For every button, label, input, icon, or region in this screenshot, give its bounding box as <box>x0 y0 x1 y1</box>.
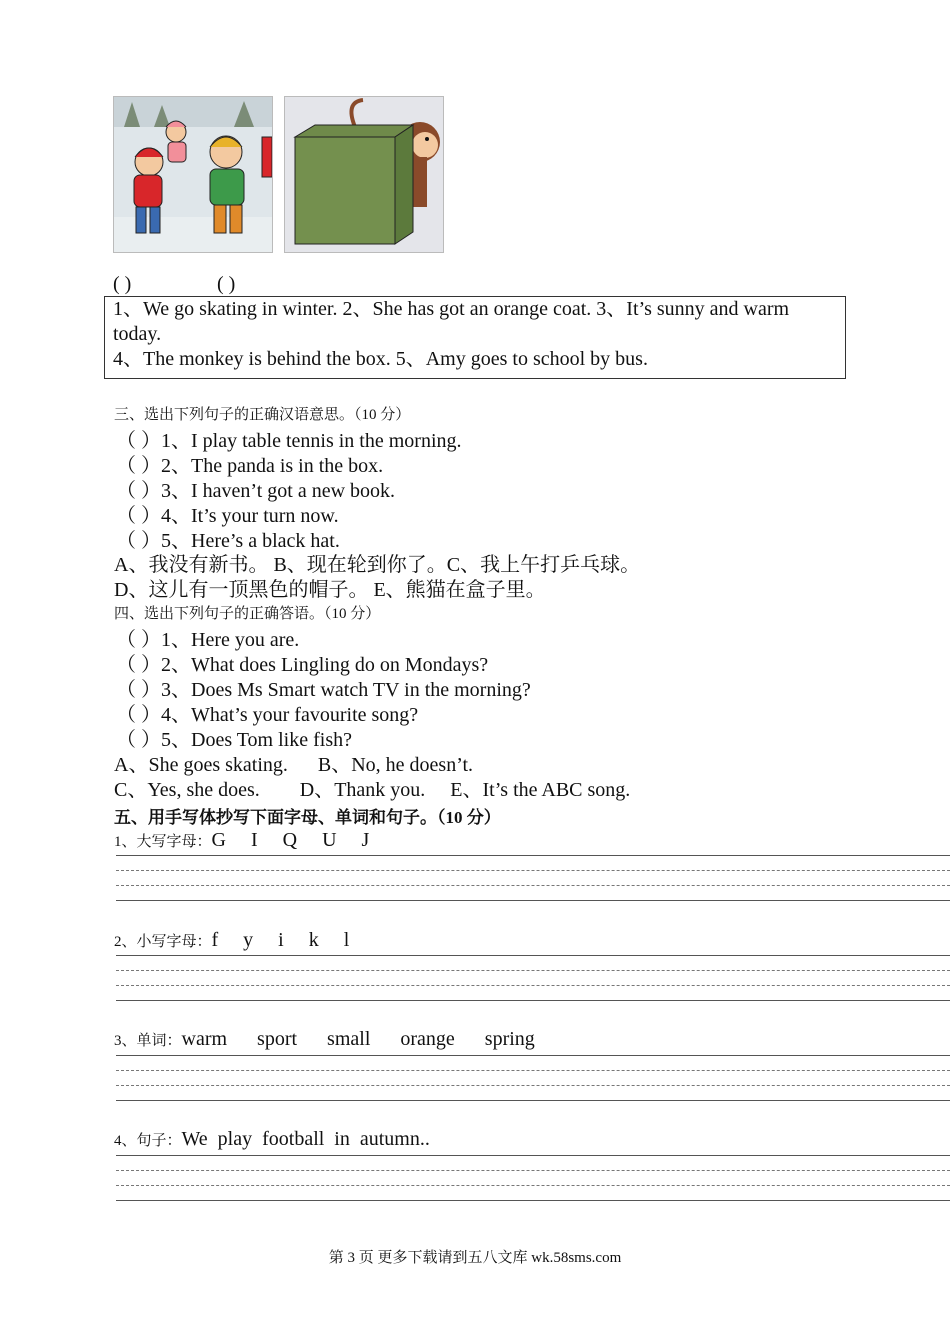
writing-line <box>116 1100 950 1101</box>
copy-q4 <box>114 1127 430 1152</box>
copy-q4-label: 4、句子： <box>114 1133 182 1149</box>
copy-q1 <box>114 828 369 853</box>
writing-line <box>116 1000 950 1001</box>
writing-line <box>116 1200 950 1201</box>
section-5-title: 五、用手写体抄写下面字母、单词和句子。（10 分） <box>114 808 501 827</box>
picture-1-answer-blank[interactable]: ( ) <box>113 273 132 295</box>
writing-line <box>116 1070 950 1071</box>
section-3-item: （ ）2、The panda is in the box. <box>116 455 384 477</box>
writing-line <box>116 970 950 971</box>
copy-q2 <box>114 928 349 953</box>
writing-line <box>116 1155 950 1156</box>
page-footer: 第 3 页 更多下载请到五八文库 wk.58sms.com <box>328 1250 622 1266</box>
copy-q2-label: 2、小写字母： <box>114 934 212 950</box>
writing-line <box>116 955 950 956</box>
writing-line <box>116 885 950 886</box>
section-4-title: 四、选出下列句子的正确答语。（10 分） <box>114 606 381 622</box>
section-3-options-1: A、我没有新书。 B、现在轮到你了。C、我上午打乒乓球。 <box>114 554 641 576</box>
writing-line <box>116 900 950 901</box>
copy-q1-content: G I Q U J <box>211 829 370 851</box>
section-4-item: （ ）1、Here you are. <box>116 629 300 651</box>
section-3-item: （ ）3、I haven’t got a new book. <box>116 480 396 502</box>
writing-line <box>116 1185 950 1186</box>
monkey-box-picture <box>284 96 444 253</box>
section-4-options-1: A、She goes skating. B、No, he doesn’t. <box>114 754 474 776</box>
section-4-item: （ ）2、What does Lingling do on Mondays? <box>116 654 489 676</box>
copy-q3-content: warm sport small orange spring <box>181 1028 535 1050</box>
copy-q3 <box>114 1027 535 1052</box>
section-4-options-2: C、Yes, she does. D、Thank you. E、It’s the ABC song. <box>114 779 631 801</box>
box-line-1: 1、We go skating in winter. 2、She has got an orange coat. 3、It’s sunny and warm today. <box>113 298 790 345</box>
copy-q4-content: We play football in autumn.. <box>181 1128 430 1150</box>
skating-picture <box>113 96 273 253</box>
writing-line <box>116 1085 950 1086</box>
section-4-item: （ ）5、Does Tom like fish? <box>116 729 352 751</box>
box-line-2: 4、The monkey is behind the box. 5、Amy goes to school by bus. <box>113 348 648 370</box>
picture-2-answer-blank[interactable]: ( ) <box>217 273 236 295</box>
writing-line <box>116 1170 950 1171</box>
skating-illustration-icon <box>114 97 272 252</box>
section-3-item: （ ）5、Here’s a black hat. <box>116 530 340 552</box>
section-4-item: （ ）4、What’s your favourite song? <box>116 704 419 726</box>
writing-line <box>116 855 950 856</box>
section-3-item: （ ）4、It’s your turn now. <box>116 505 339 527</box>
writing-line <box>116 1055 950 1056</box>
section-3-item: （ ）1、I play table tennis in the morning. <box>116 430 462 452</box>
copy-q2-content: f y i k l <box>211 929 350 951</box>
sentence-options-box <box>104 296 846 379</box>
picture-answer-parens <box>113 272 283 297</box>
writing-line <box>116 870 950 871</box>
copy-q1-label: 1、大写字母： <box>114 834 212 850</box>
section-4-item: （ ）3、Does Ms Smart watch TV in the morning? <box>116 679 531 701</box>
section-3-options-2: D、这儿有一顶黑色的帽子。 E、熊猫在盒子里。 <box>114 579 546 601</box>
copy-q3-label: 3、单词： <box>114 1033 182 1049</box>
section-3-title: 三、选出下列句子的正确汉语意思。（10 分） <box>114 407 411 423</box>
writing-line <box>116 985 950 986</box>
monkey-box-illustration-icon <box>285 97 443 252</box>
